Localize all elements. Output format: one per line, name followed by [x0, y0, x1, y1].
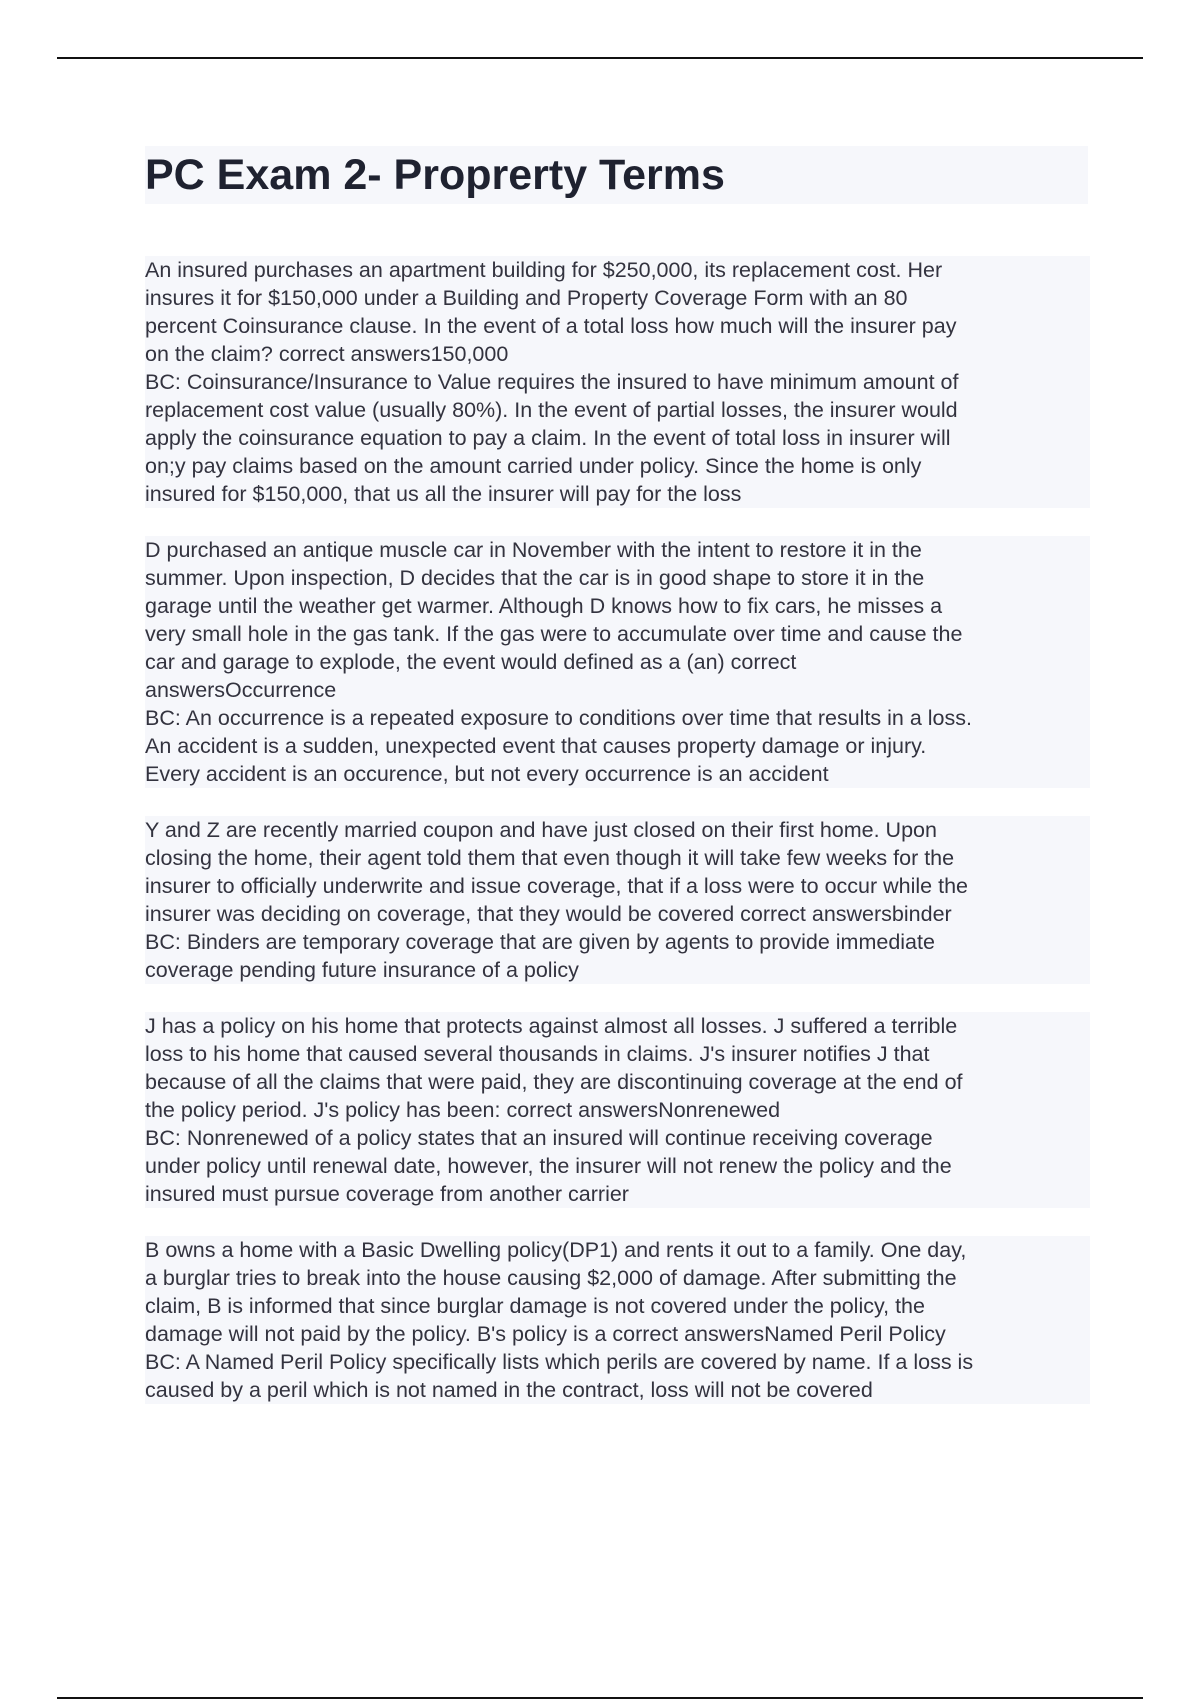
text-line: BC: Binders are temporary coverage that are given by agents to provide immediate: [145, 930, 935, 954]
text-line: BC: Coinsurance/Insurance to Value requires the insured to have minimum amount of: [145, 370, 959, 394]
qa-card: [145, 536, 1090, 788]
text-line: BC: An occurrence is a repeated exposure to conditions over time that results in a loss.: [145, 706, 972, 730]
text-line: loss to his home that caused several thousands in claims. J's insurer notifies J that: [145, 1042, 930, 1066]
qa-card: [145, 1012, 1090, 1208]
text-line: insurer to officially underwrite and issue coverage, that if a loss were to occur while the: [145, 874, 968, 898]
text-line: BC: A Named Peril Policy specifically lists which perils are covered by name. If a loss is: [145, 1350, 974, 1374]
top-rule: [57, 57, 1143, 59]
text-line: the policy period. J's policy has been: correct answersNonrenewed: [145, 1098, 781, 1122]
text-line: insures it for $150,000 under a Building and Property Coverage Form with an 80: [145, 286, 908, 310]
qa-card: [145, 256, 1090, 508]
text-line: a burglar tries to break into the house causing $2,000 of damage. After submitting the: [145, 1266, 957, 1290]
text-line: under policy until renewal date, however, the insurer will not renew the policy and the: [145, 1154, 952, 1178]
text-line: D purchased an antique muscle car in November with the intent to restore it in the: [145, 538, 922, 562]
text-line: An accident is a sudden, unexpected event that causes property damage or injury.: [145, 734, 927, 758]
bottom-rule: [57, 1697, 1143, 1699]
text-line: apply the coinsurance equation to pay a claim. In the event of total loss in insurer will: [145, 426, 951, 450]
page-title: PC Exam 2- Proprerty Terms: [145, 151, 725, 199]
text-line: claim, B is informed that since burglar damage is not covered under the policy, the: [145, 1294, 925, 1318]
text-line: very small hole in the gas tank. If the gas were to accumulate over time and cause the: [145, 622, 963, 646]
text-line: on;y pay claims based on the amount carried under policy. Since the home is only: [145, 454, 922, 478]
document-body: [145, 256, 1090, 1432]
text-line: Y and Z are recently married coupon and have just closed on their first home. Upon: [145, 818, 937, 842]
text-line: on the claim? correct answers150,000: [145, 342, 509, 366]
text-line: BC: Nonrenewed of a policy states that an insured will continue receiving coverage: [145, 1126, 933, 1150]
text-line: garage until the weather get warmer. Although D knows how to fix cars, he misses a: [145, 594, 943, 618]
text-line: B owns a home with a Basic Dwelling policy(DP1) and rents it out to a family. One day,: [145, 1238, 967, 1262]
text-line: damage will not paid by the policy. B's policy is a correct answersNamed Peril Policy: [145, 1322, 946, 1346]
text-line: closing the home, their agent told them that even though it will take few weeks for the: [145, 846, 955, 870]
text-line: insured for $150,000, that us all the insurer will pay for the loss: [145, 482, 742, 506]
text-line: Every accident is an occurence, but not every occurrence is an accident: [145, 762, 829, 786]
text-line: caused by a peril which is not named in the contract, loss will not be covered: [145, 1378, 873, 1402]
qa-card: [145, 816, 1090, 984]
text-line: insured must pursue coverage from another carrier: [145, 1182, 629, 1206]
text-line: insurer was deciding on coverage, that they would be covered correct answersbinder: [145, 902, 952, 926]
text-line: car and garage to explode, the event would defined as a (an) correct: [145, 650, 797, 674]
text-line: An insured purchases an apartment building for $250,000, its replacement cost. Her: [145, 258, 943, 282]
text-line: percent Coinsurance clause. In the event of a total loss how much will the insurer pay: [145, 314, 957, 338]
text-line: replacement cost value (usually 80%). In the event of partial losses, the insurer would: [145, 398, 958, 422]
text-line: coverage pending future insurance of a policy: [145, 958, 579, 982]
text-line: summer. Upon inspection, D decides that the car is in good shape to store it in the: [145, 566, 925, 590]
text-line: answersOccurrence: [145, 678, 337, 702]
text-line: because of all the claims that were paid, they are discontinuing coverage at the end of: [145, 1070, 963, 1094]
qa-card: [145, 1236, 1090, 1404]
text-line: J has a policy on his home that protects against almost all losses. J suffered a terrible: [145, 1014, 958, 1038]
